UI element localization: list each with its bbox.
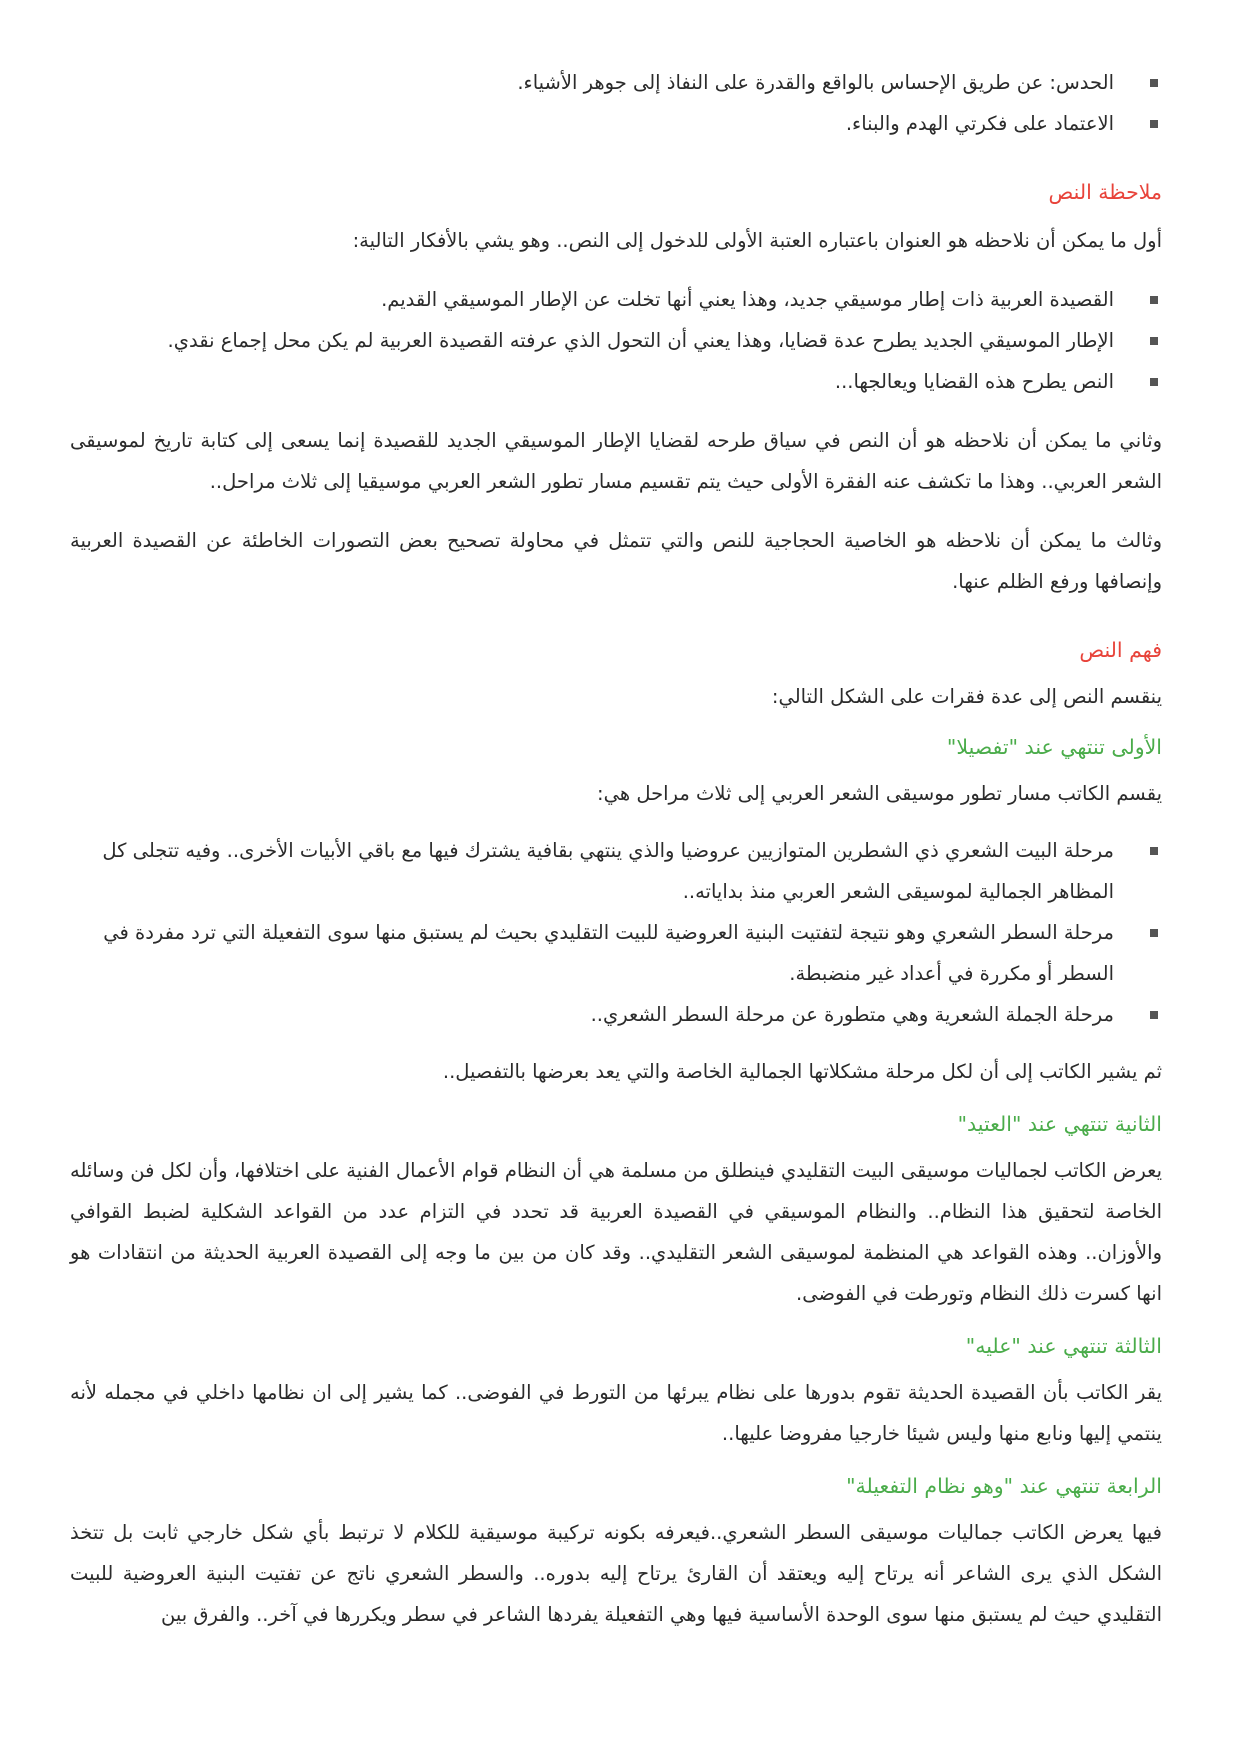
- third-paragraph-text: يقر الكاتب بأن القصيدة الحديثة تقوم بدورها على نظام يبرئها من التورط في الفوضى.. كما يشير إلى ان نظامها داخلي في مجمله لأنه ينتمي إليها ونابع منها وليس شيئا خارجيا مفروضا عليها..: [70, 1381, 1162, 1445]
- list-item: [70, 320, 1162, 361]
- square-bullet-icon: [1150, 847, 1158, 855]
- observation-second-paragraph: وثاني ما يمكن أن نلاحظه هو أن النص في سياق طرحه لقضايا الإطار الموسيقي الجديد للقصيدة إنما يسعى إلى كتابة تاريخ لموسيقى الشعر العربي.. وهذا ما تكشف عنه الفقرة الأولى حيث يتم تقسيم مسار تطور الشعر العربي موسيقيا إلى ثلاث مراحل..: [70, 429, 1162, 493]
- list-item-text: الحدس: عن طريق الإحساس بالواقع والقدرة على النفاذ إلى جوهر الأشياء.: [517, 71, 1114, 94]
- square-bullet-icon: [1150, 929, 1158, 937]
- heading-understanding: فهم النص: [1079, 638, 1162, 662]
- list-item-text: مرحلة البيت الشعري ذي الشطرين المتوازيين عروضيا والذي ينتهي بقافية يشترك فيها مع باقي الأبيات الأخرى.. وفيه تتجلى كل المظاهر الجمالية لموسيقى الشعر العربي منذ بداياته..: [102, 839, 1114, 903]
- list-item-text: الاعتماد على فكرتي الهدم والبناء.: [845, 112, 1114, 135]
- heading-observation: ملاحظة النص: [1048, 180, 1162, 204]
- first-paragraph-intro: يقسم الكاتب مسار تطور موسيقى الشعر العربي إلى ثلاث مراحل هي:: [597, 782, 1162, 805]
- list-item-text: مرحلة الجملة الشعرية وهي متطورة عن مرحلة السطر الشعري..: [590, 1003, 1114, 1026]
- list-item: [70, 103, 1162, 144]
- square-bullet-icon: [1150, 296, 1158, 304]
- list-item-text: الإطار الموسيقي الجديد يطرح عدة قضايا، وهذا يعني أن التحول الذي عرفته القصيدة العربية لم يكن محل إجماع نقدي.: [167, 329, 1114, 352]
- square-bullet-icon: [1150, 337, 1158, 345]
- understanding-intro: ينقسم النص إلى عدة فقرات على الشكل التالي:: [771, 685, 1162, 708]
- square-bullet-icon: [1150, 378, 1158, 386]
- heading-fourth-paragraph: الرابعة تنتهي عند "وهو نظام التفعيلة": [846, 1474, 1162, 1498]
- list-item-text: النص يطرح هذه القضايا ويعالجها...: [834, 370, 1114, 393]
- heading-second-paragraph: الثانية تنتهي عند "العتيد": [957, 1112, 1162, 1136]
- heading-first-paragraph: الأولى تنتهي عند "تفصيلا": [946, 735, 1162, 759]
- stages-bullet-list: [70, 830, 1162, 1035]
- list-item: [70, 361, 1162, 402]
- observation-bullet-list: [70, 279, 1162, 402]
- observation-third-paragraph: وثالث ما يمكن أن نلاحظه هو الخاصية الحجاجية للنص والتي تتمثل في محاولة تصحيح بعض التصورات الخاطئة عن القصيدة العربية وإنصافها ورفع الظلم عنها.: [70, 529, 1162, 593]
- first-paragraph-outro: ثم يشير الكاتب إلى أن لكل مرحلة مشكلاتها الجمالية الخاصة والتي يعد بعرضها بالتفصيل..: [442, 1060, 1162, 1083]
- top-bullet-list: [70, 62, 1162, 144]
- heading-third-paragraph: الثالثة تنتهي عند "عليه": [965, 1334, 1162, 1358]
- list-item-text: القصيدة العربية ذات إطار موسيقي جديد، وهذا يعني أنها تخلت عن الإطار الموسيقي القديم.: [381, 288, 1114, 311]
- list-item-text: مرحلة السطر الشعري وهو نتيجة لتفتيت البنية العروضية للبيت التقليدي بحيث لم يستبق منها سوى التفعيلة التي ترد مفردة في السطر أو مكررة في أعداد غير منضبطة.: [103, 921, 1114, 985]
- list-item: [70, 62, 1162, 103]
- list-item: [70, 912, 1162, 994]
- second-paragraph-text: يعرض الكاتب لجماليات موسيقى البيت التقليدي فينطلق من مسلمة هي أن النظام قوام الأعمال الفنية على اختلافها، وأن لكل فن وسائله الخاصة لتحقيق هذا النظام.. والنظام الموسيقي في القصيدة العربية قد تحدد في التزام عدد من القواعد الشكلية لضبط القوافي والأوزان.. وهذه القواعد هي المنظمة لموسيقى الشعر التقليدي.. وقد كان من بين ما وجه إلى القصيدة العربية الحديثة من انتقادات هو انها كسرت ذلك النظام وتورطت في الفوضى.: [70, 1159, 1162, 1305]
- fourth-paragraph-text: فيها يعرض الكاتب جماليات موسيقى السطر الشعري..فيعرفه بكونه تركيبة موسيقية للكلام لا ترتبط بأي شكل خارجي ثابت بل تتخذ الشكل الذي يرى الشاعر أنه يرتاح إليه ويعتقد أن القارئ يرتاح إليه بدوره.. والسطر الشعري ناتج عن تفتيت البنية العروضية للبيت التقليدي حيث لم يستبق منها سوى الوحدة الأساسية فيها وهي التفعيلة يفردها الشاعر في سطر ويكررها في آخر.. والفرق بين: [70, 1521, 1162, 1626]
- observation-intro: أول ما يمكن أن نلاحظه هو العنوان باعتباره العتبة الأولى للدخول إلى النص.. وهو يشي بالأفكار التالية:: [352, 229, 1162, 252]
- square-bullet-icon: [1150, 120, 1158, 128]
- list-item: [70, 279, 1162, 320]
- square-bullet-icon: [1150, 79, 1158, 87]
- list-item: [70, 830, 1162, 912]
- square-bullet-icon: [1150, 1011, 1158, 1019]
- list-item: [70, 994, 1162, 1035]
